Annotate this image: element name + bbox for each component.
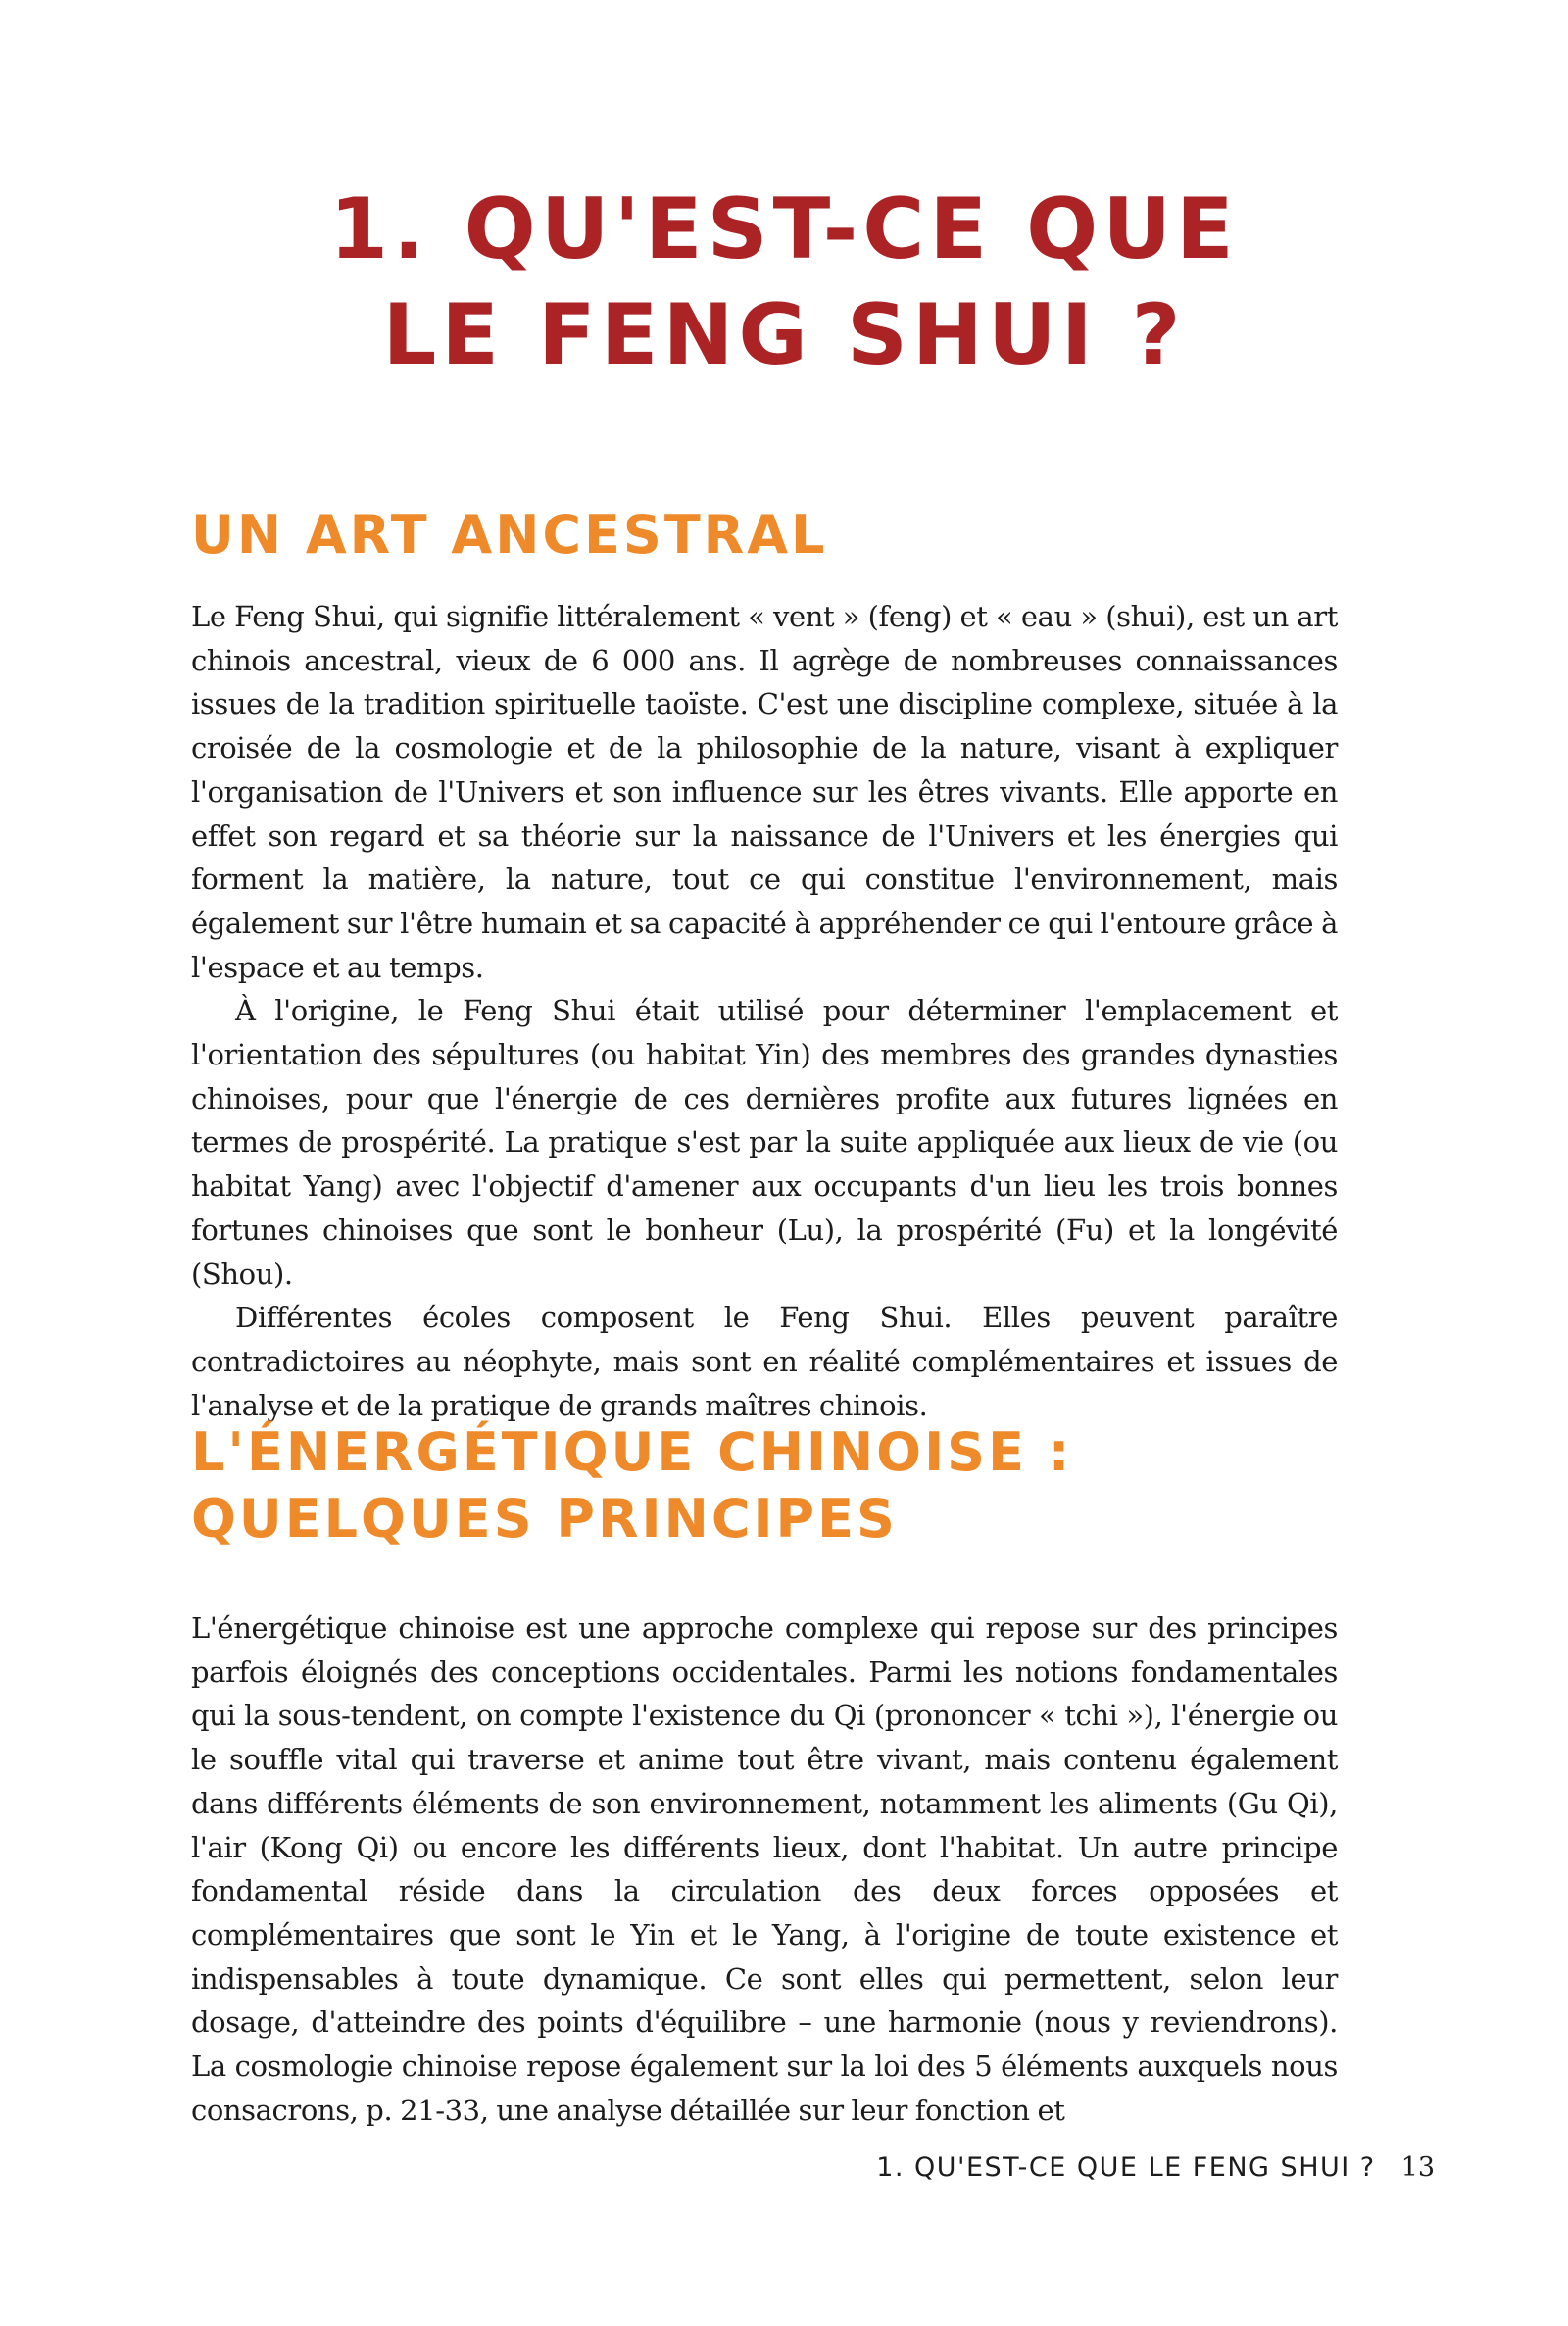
section-heading-energetique-chinoise [191, 1419, 1072, 1553]
section-heading-art-ancestral: UN ART ANCESTRAL [191, 504, 828, 566]
paragraph: Différentes écoles composent le Feng Shui. Elles peuvent paraître contradictoires au néophyte, mais sont en réalité complémentaires et issues de l'analyse et de la pratique de grands maîtres chinois. [191, 1301, 1338, 1422]
paragraph: À l'origine, le Feng Shui était utilisé pour déterminer l'emplacement et l'orientation des sépultures (ou habitat Yin) des membres des grandes dynasties chinoises, pour que l'énergie de ces dernières profite aux futures lignées en termes de prospérité. La pratique s'est par la suite appliquée aux lieux de vie (ou habitat Yang) avec l'objectif d'amener aux occupants d'un lieu les trois bonnes fortunes chinoises que sont le bonheur (Lu), la prospérité (Fu) et la longévité (Shou). [191, 994, 1338, 1291]
paragraph: Le Feng Shui, qui signifie littéralement « vent » (feng) et « eau » (shui), est un art chinois ancestral, vieux de 6 000 ans. Il agrège de nombreuses connaissances issues de la tradition spirituelle taoïste. C'est une discipline complexe, située à la croisée de la cosmologie et de la philosophie de la nature, visant à expliquer l'organisation de l'Univers et son influence sur les êtres vivants. Elle apporte en effet son regard et sa théorie sur la naissance de l'Univers et les énergies qui forment la matière, la nature, tout ce qui constitue l'environnement, mais également sur l'être humain et sa capacité à appréhender ce qui l'entoure grâce à l'espace et au temps. [191, 600, 1338, 984]
page-footer [876, 2151, 1435, 2186]
paragraph: L'énergétique chinoise est une approche complexe qui repose sur des principes parfois éloignés des conceptions occidentales. Parmi les notions fondamentales qui la sous-tendent, on compte l'existence du Qi (prononcer « tchi »), l'énergie ou le souffle vital qui traverse et anime tout être vivant, mais contenu également dans différents éléments de son environnement, notamment les aliments (Gu Qi), l'air (Kong Qi) ou encore les différents lieux, dont l'habitat. Un autre principe fondamental réside dans la circulation des deux forces opposées et complémentaires que sont le Yin et le Yang, à l'origine de toute existence et indispensables à toute dynamique. Ce sont elles qui permettent, selon leur dosage, d'atteindre des points d'équilibre – une harmonie (nous y reviendrons). La cosmologie chinoise repose également sur la loi des 5 éléments auxquels nous consacrons, p. 21-33, une analyse détaillée sur leur fonction et [191, 1611, 1338, 2127]
section-body-art-ancestral [191, 595, 1338, 1427]
page-number: 13 [1400, 2153, 1435, 2183]
section-heading-line-1: L'ÉNERGÉTIQUE CHINOISE : [191, 1421, 1073, 1483]
section-body-energetique-chinoise [191, 1607, 1338, 2132]
chapter-title-line-1: 1. QU'EST-CE QUE [329, 180, 1239, 278]
chapter-title [0, 176, 1568, 388]
running-title: 1. QU'EST-CE QUE LE FENG SHUI ? [876, 2153, 1376, 2183]
section-heading-line-2: QUELQUES PRINCIPES [191, 1488, 898, 1550]
chapter-title-line-2: LE FENG SHUI ? [382, 286, 1186, 384]
